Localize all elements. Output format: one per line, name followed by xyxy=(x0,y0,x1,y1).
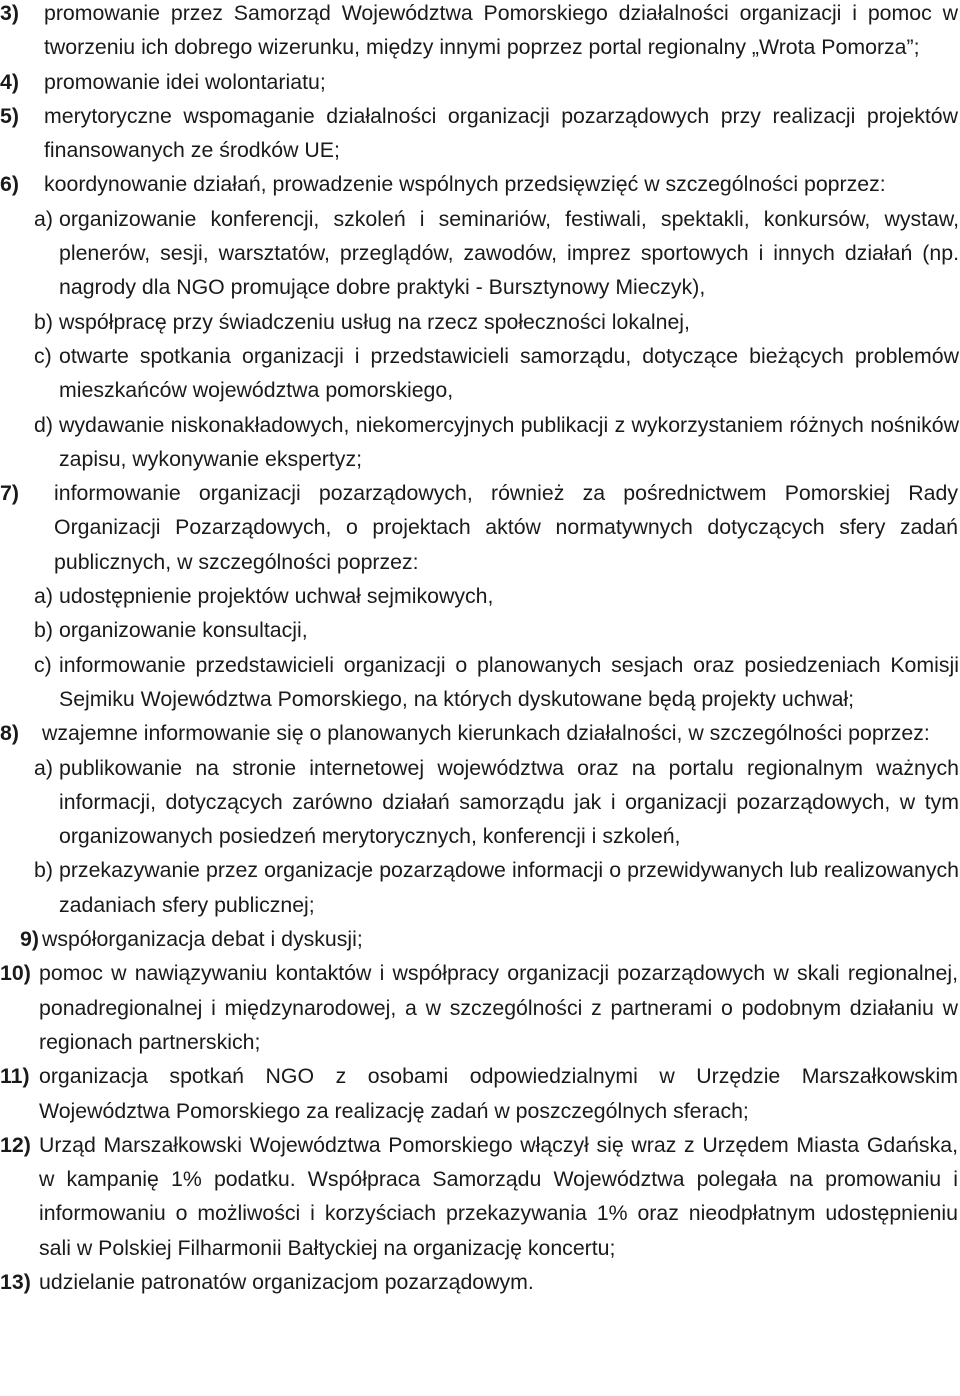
item-text: udostępnienie projektów uchwał sejmikowych, xyxy=(59,584,494,609)
item-text: organizowanie konsultacji, xyxy=(59,618,308,643)
item-number: 8) xyxy=(0,721,19,746)
item-letter: c) xyxy=(34,343,52,368)
item-letter: a) xyxy=(34,584,53,609)
item-letter: b) xyxy=(34,618,53,643)
list-item xyxy=(0,1059,958,1128)
item-number: 3) xyxy=(0,1,19,25)
item-letter: b) xyxy=(34,858,53,883)
item-text: organizacja spotkań NGO z osobami odpowiedzialnymi w Urzędzie Marszałkowskim Województwa Pomorskiego za realizację zadań w poszczególnych sferach; xyxy=(39,1064,958,1123)
item-letter: d) xyxy=(34,412,53,437)
item-number: 7) xyxy=(0,481,19,506)
list-item xyxy=(0,1265,958,1299)
item-text: merytoryczne wspomaganie działalności organizacji pozarządowych przy realizacji projektów finansowanych ze środków UE; xyxy=(44,103,958,163)
list-item xyxy=(0,65,958,99)
item-letter: a) xyxy=(34,206,53,231)
item-text: promowanie idei wolontariatu; xyxy=(44,69,326,94)
item-letter: c) xyxy=(34,652,52,677)
sub-list-item xyxy=(34,648,959,717)
list-item xyxy=(0,476,958,579)
list-item xyxy=(0,99,958,168)
item-number: 11) xyxy=(0,1064,30,1089)
list-item xyxy=(0,167,958,201)
item-text: otwarte spotkania organizacji i przedstawicieli samorządu, dotyczące bieżących problemów mieszkańców województwa pomorskiego, xyxy=(59,343,959,403)
sub-list-item xyxy=(34,202,959,305)
item-text: koordynowanie działań, prowadzenie wspólnych przedsięwzięć w szczególności poprzez: xyxy=(44,172,886,197)
item-number: 10) xyxy=(0,961,31,986)
item-text: promowanie przez Samorząd Województwa Pomorskiego działalności organizacji i pomoc w tworzeniu ich dobrego wizerunku, między innymi poprzez portal regionalny „Wrota Pomorza”; xyxy=(44,1,958,60)
item-text: wzajemne informowanie się o planowanych kierunkach działalności, w szczególności poprzez: xyxy=(42,721,930,746)
sub-list-item xyxy=(34,408,959,477)
list-item xyxy=(0,1128,958,1265)
item-text: współorganizacja debat i dyskusji; xyxy=(42,927,363,952)
sub-list-item xyxy=(34,853,959,922)
item-number: 12) xyxy=(0,1132,31,1157)
item-text: publikowanie na stronie internetowej województwa oraz na portalu regionalnym ważnych informacji, dotyczących zarówno działań samorządu jak i organizacji pozarządowych, w tym organizowanych posiedzeń merytorycznych, konferencji i szkoleń, xyxy=(59,755,959,849)
item-letter: a) xyxy=(34,755,53,780)
item-number: 13) xyxy=(0,1269,31,1294)
list-item xyxy=(0,716,958,750)
item-letter: b) xyxy=(34,309,53,334)
item-number: 4) xyxy=(0,69,19,94)
item-text: informowanie organizacji pozarządowych, również za pośrednictwem Pomorskiej Rady Organizacji Pozarządowych, o projektach aktów normatywnych dotyczących sfery zadań publicznych, w szczególności poprzez: xyxy=(54,481,958,574)
sub-list-item xyxy=(34,339,959,408)
sub-list-item xyxy=(34,305,959,339)
sub-list-item xyxy=(34,751,959,854)
item-text: współpracę przy świadczeniu usług na rzecz społeczności lokalnej, xyxy=(59,309,690,334)
item-text: organizowanie konferencji, szkoleń i seminariów, festiwali, spektakli, konkursów, wystaw, plenerów, sesji, warsztatów, przeglądów, zawodów, imprez sportowych i innych działań (np. nagrody dla NGO promujące dobre praktyki - Bursztynowy Mieczyk), xyxy=(59,206,959,300)
item-text: udzielanie patronatów organizacjom pozarządowym. xyxy=(39,1269,534,1294)
list-item xyxy=(0,0,958,65)
sub-list-item xyxy=(34,613,959,647)
item-text: pomoc w nawiązywaniu kontaktów i współpracy organizacji pozarządowych w skali regionalnej, ponadregionalnej i międzynarodowej, a w szczególności z partnerami o podobnym działaniu w regionach partnerskich; xyxy=(39,961,958,1054)
item-text: informowanie przedstawicieli organizacji o planowanych sesjach oraz posiedzeniach Komisji Sejmiku Województwa Pomorskiego, na których dyskutowane będą projekty uchwał; xyxy=(59,652,959,711)
item-number: 6) xyxy=(0,172,19,197)
item-text: przekazywanie przez organizacje pozarządowe informacji o przewidywanych lub realizowanych zadaniach sfery publicznej; xyxy=(59,858,959,917)
item-number: 9) xyxy=(20,927,39,952)
sub-list-item xyxy=(34,579,959,613)
list-item xyxy=(20,922,958,956)
list-item xyxy=(0,956,958,1059)
item-text: Urząd Marszałkowski Województwa Pomorskiego włączył się wraz z Urzędem Miasta Gdańska, w kampanię 1% podatku. Współpraca Samorządu Województwa polegała na promowaniu i informowaniu o możliwości i korzyściach przekazywania 1% oraz nieodpłatnym udostępnieniu sali w Polskiej Filharmonii Bałtyckiej na organizację koncertu; xyxy=(39,1132,958,1260)
item-text: wydawanie niskonakładowych, niekomercyjnych publikacji z wykorzystaniem różnych nośników zapisu, wykonywanie ekspertyz; xyxy=(59,412,959,471)
item-number: 5) xyxy=(0,103,19,128)
